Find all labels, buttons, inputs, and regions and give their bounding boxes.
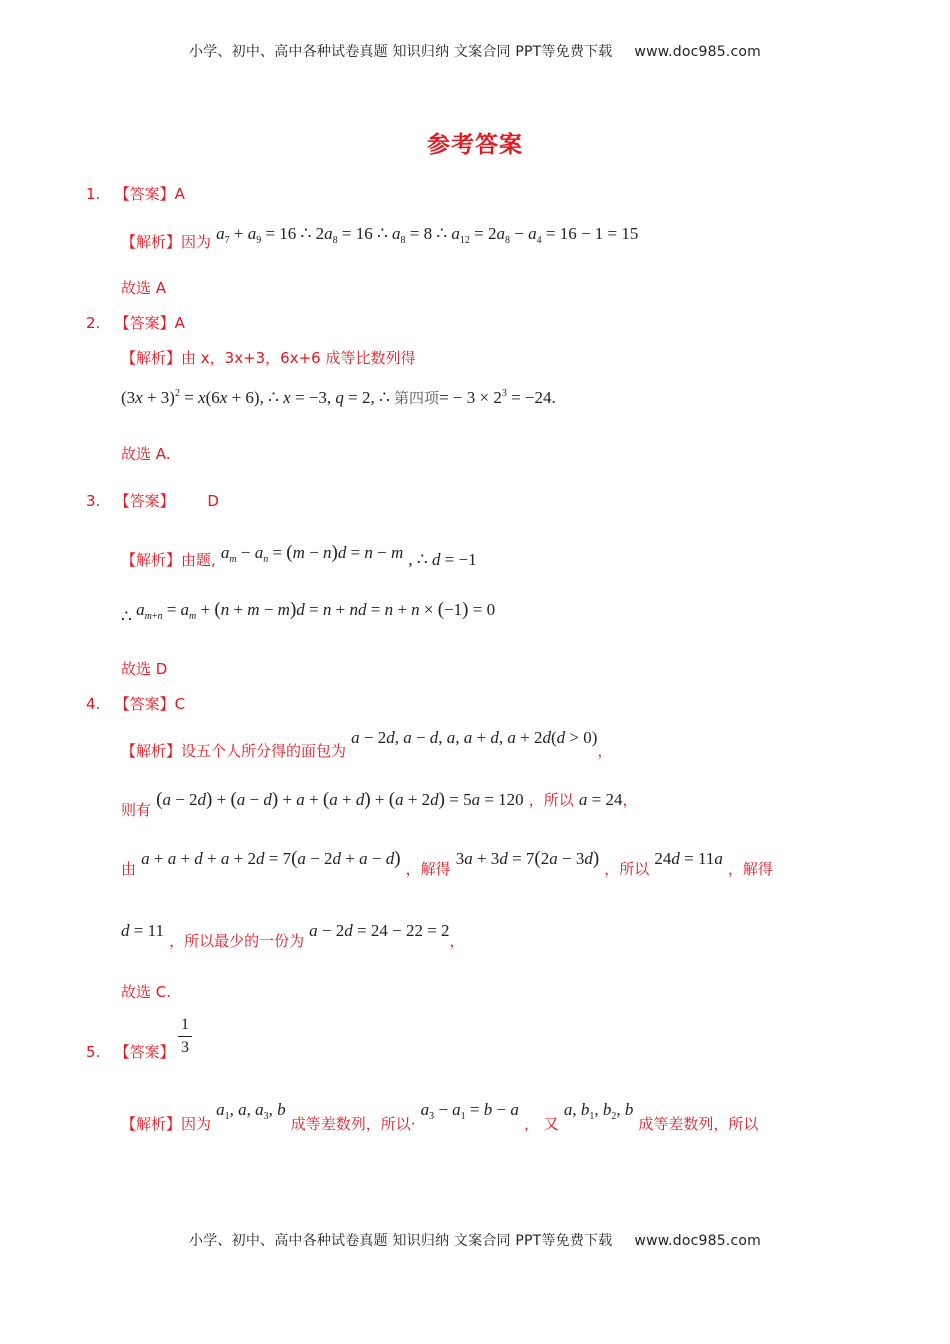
q4-comma-1: ， (597, 742, 613, 760)
q5-answer-fraction (178, 1016, 192, 1057)
page-header (0, 41, 950, 61)
q4-formula-4: a + a + d + a + 2d = 7(a − 2d + a − d) (141, 848, 401, 869)
q5-analysis-line (121, 1100, 759, 1133)
q2-analysis: 【解析】由 x，3x+3，6x+6 成等比数列得 (121, 349, 416, 367)
q3-analysis-label: 【解析】由题, (121, 551, 216, 569)
q3-answer-line (86, 491, 219, 511)
q3-formula-2: , ∴ d = −1 (408, 550, 477, 569)
q4-formula-7: d = 11 (121, 921, 164, 940)
q5-formula-3: a, $b_1$, $b_2$, b (563, 1100, 634, 1122)
q5-mid1: 成等差数列，所以· (290, 1115, 416, 1133)
q2-conclusion: 故选 A. (121, 445, 171, 463)
q3-answer: 【答案】 (114, 492, 175, 510)
q4-answer: 【答案】C (114, 695, 186, 713)
q5-mid2: ， 又 (523, 1115, 559, 1133)
header-url[interactable]: www.doc985.com (634, 44, 761, 60)
q5-answer-line (86, 1042, 175, 1062)
q5-frac-den: 3 (181, 1039, 189, 1056)
q4-line3-end: ，解得 (727, 860, 773, 878)
page-title: 参考答案 (427, 132, 523, 158)
q4-answer-line (86, 694, 185, 714)
q5-formula-2: $a_3 - a_1 = b - a$ (420, 1100, 519, 1122)
q2-term-label: 第四项 (394, 389, 440, 407)
q4-formula-6: 24d = 11a (654, 849, 723, 868)
q5-answer: 【答案】 (114, 1043, 175, 1061)
q4-formula-3: a = 24 (578, 790, 623, 809)
q5-formula-1: $a_1$, a, $a_3$, b (216, 1100, 286, 1122)
q4-line3-mid2: ，所以 (604, 860, 650, 878)
q3-formula-1: $a_m - a_n = (m - n)d = n - m$ (220, 542, 404, 565)
footer-url[interactable]: www.doc985.com (634, 1233, 761, 1249)
q1-conclusion: 故选 A (121, 279, 167, 297)
q4-line4-mid: ，所以最少的一份为 (169, 932, 305, 950)
q4-formula-2: (a − 2d) + (a − d) + a + (a + d) + (a + 2d) = 5a = 120 (156, 789, 524, 810)
q1-number: 1. (86, 185, 101, 203)
q4-number: 4. (86, 695, 101, 713)
q3-answer-value: D (207, 492, 219, 510)
q4-formula-8: a − 2d = 24 − 22 = 2 (309, 921, 450, 940)
q1-answer: 【答案】A (114, 185, 185, 203)
q4-comma-3: ， (449, 932, 465, 950)
q4-analysis-line (121, 728, 613, 760)
page-footer (0, 1230, 950, 1250)
q3-analysis-line (121, 543, 477, 570)
q1-formula: $a_7 + a_9 = 16$ ∴ $2a_8 = 16$ ∴ $a_8 = 8$ ∴ $a_{12} = 2a_8 - a_4 = 16 - 1 = 15$ (216, 224, 639, 246)
q4-comma-2: ， (622, 791, 638, 809)
q5-mid3: 成等差数列，所以 (638, 1115, 759, 1133)
q4-line2-mid: ，所以 (528, 791, 574, 809)
q2-formula: $(3x + 3)^2 = x(6x + 6)$, ∴ x = −3, q = 2, ∴ 第四项= − $3 \times 2^3 = -24$. (121, 388, 556, 407)
q2-answer: 【答案】A (114, 314, 185, 332)
q4-conclusion: 故选 C. (121, 983, 172, 1001)
q4-formula-1: a − 2d, a − d, a, a + d, a + 2d(d > 0) (351, 728, 598, 747)
q4-line2-pre: 则有 (121, 801, 152, 819)
q3-formula-3: ∴ $a_{m+n} = a_m + (n + m - m)d = n$ + nd = n + n × (−1) = 0 (121, 599, 496, 626)
q4-line3-pre: 由 (121, 860, 137, 878)
q1-analysis-label: 【解析】因为 (121, 233, 212, 251)
q5-analysis-label: 【解析】因为 (121, 1115, 212, 1133)
q4-line2 (121, 789, 638, 819)
q1-analysis-line (121, 224, 638, 251)
q4-line3-mid1: ，解得 (405, 860, 451, 878)
header-text: 小学、初中、高中各种试卷真题 知识归纳 文案合同 PPT等免费下载 (189, 44, 613, 60)
q3-conclusion: 故选 D (121, 660, 168, 678)
q2-answer-line (86, 313, 185, 333)
footer-text: 小学、初中、高中各种试卷真题 知识归纳 文案合同 PPT等免费下载 (189, 1233, 613, 1249)
q1-answer-line (86, 184, 185, 204)
q2-number: 2. (86, 314, 101, 332)
q4-analysis-label: 【解析】设五个人所分得的面包为 (121, 742, 347, 760)
q3-number: 3. (86, 492, 101, 510)
q5-number: 5. (86, 1043, 101, 1061)
q4-formula-5: 3a + 3d = 7(2a − 3d) (455, 848, 600, 869)
q5-frac-num: 1 (181, 1016, 189, 1033)
q4-line4 (121, 921, 465, 950)
q4-line3 (121, 848, 773, 878)
